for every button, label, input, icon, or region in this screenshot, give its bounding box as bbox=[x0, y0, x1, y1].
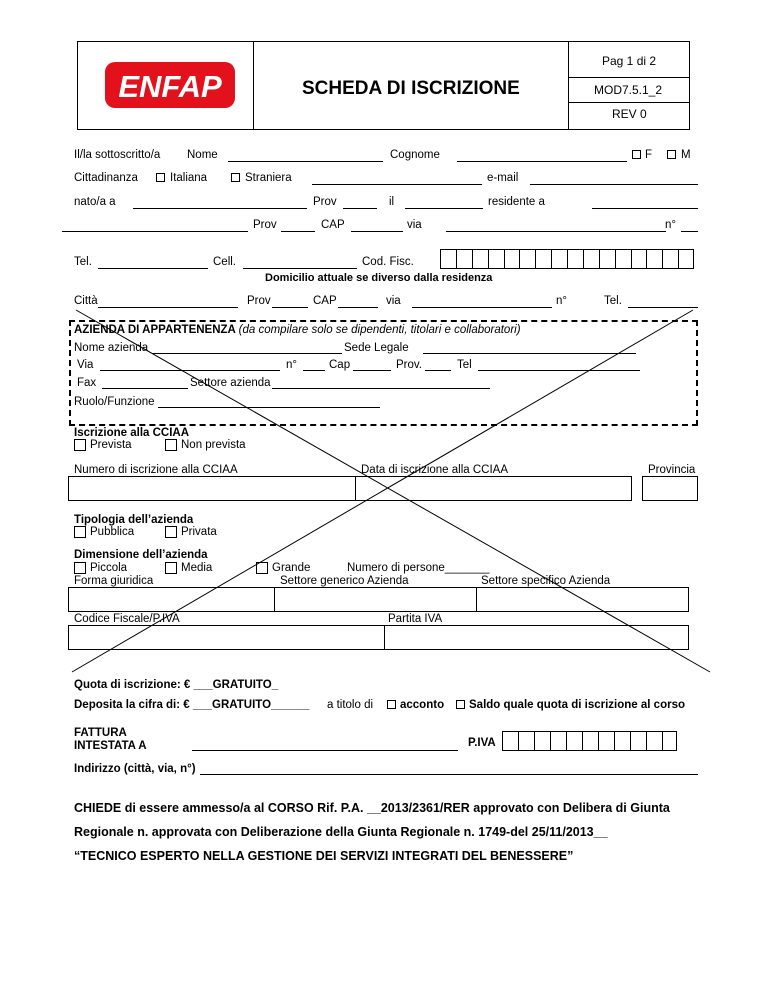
request-line-3: “TECNICO ESPERTO NELLA GESTIONE DEI SERVIZI INTEGRATI DEL BENESSERE” bbox=[74, 849, 574, 863]
cciaa-not-planned-label: Non prevista bbox=[181, 439, 246, 451]
cciaa-date-label: Data di iscrizione alla CCIAA bbox=[361, 464, 509, 476]
domicile-prov-label: Prov bbox=[247, 295, 271, 307]
name-label: Nome bbox=[187, 149, 218, 161]
company-via-label: Via bbox=[77, 359, 94, 371]
cciaa-title: Iscrizione alla CCIAA bbox=[74, 427, 190, 439]
italian-label: Italiana bbox=[170, 172, 208, 184]
legal-form-label: Forma giuridica bbox=[74, 575, 154, 587]
invoice-label-2: INTESTATA A bbox=[74, 740, 147, 752]
revision: REV 0 bbox=[612, 107, 647, 121]
public-label: Pubblica bbox=[90, 526, 135, 538]
invoice-vat-label: P.IVA bbox=[468, 737, 496, 749]
fee-label: Quota di iscrizione: € ___GRATUITO_ bbox=[74, 679, 279, 691]
balance-checkbox[interactable] bbox=[456, 700, 465, 709]
company-hq-label: Sede Legale bbox=[344, 342, 409, 354]
company-fax-label: Fax bbox=[77, 377, 97, 389]
tel-label: Tel. bbox=[74, 256, 92, 268]
company-sector-label: Settore azienda bbox=[190, 377, 271, 389]
deposit-label: Deposita la cifra di: € ___GRATUITO______ bbox=[74, 699, 310, 711]
company-size-title: Dimensione dell’azienda bbox=[74, 549, 208, 561]
tax-code-label: Cod. Fisc. bbox=[362, 256, 414, 268]
invoice-vat-cells[interactable] bbox=[502, 731, 677, 751]
balance-label: Saldo quale quota di iscrizione al corso bbox=[469, 699, 685, 711]
invoice-name-field[interactable] bbox=[192, 750, 458, 751]
company-name-label: Nome azienda bbox=[74, 342, 149, 354]
company-vat-label: Partita IVA bbox=[388, 613, 443, 625]
cciaa-number-label: Numero di iscrizione alla CCIAA bbox=[74, 464, 238, 476]
large-label: Grande bbox=[272, 562, 311, 574]
specific-sector-label: Settore specifico Azienda bbox=[481, 575, 611, 587]
form-code: MOD7.5.1_2 bbox=[594, 83, 663, 97]
birth-date-label: il bbox=[389, 196, 395, 208]
undersigned-label: Il/la sottoscritto/a bbox=[74, 149, 161, 161]
private-label: Privata bbox=[181, 526, 217, 538]
company-prov-label: Prov. bbox=[396, 359, 422, 371]
company-title: AZIENDA DI APPARTENENZA (da compilare solo se dipendenti, titolari e collaboratori) bbox=[74, 324, 521, 336]
gender-m-label: M bbox=[681, 149, 691, 161]
birth-prov-label: Prov bbox=[313, 196, 337, 208]
page-number: Pag 1 di 2 bbox=[602, 54, 657, 68]
company-fiscal-code-label: Codice Fiscale/P.IVA bbox=[74, 613, 180, 625]
cciaa-planned-label: Prevista bbox=[90, 439, 132, 451]
domicile-title: Domicilio attuale se diverso dalla residenza bbox=[265, 272, 493, 284]
company-role-label: Ruolo/Funzione bbox=[74, 396, 155, 408]
born-in-label: nato/a a bbox=[74, 196, 116, 208]
form-title: SCHEDA DI ISCRIZIONE bbox=[302, 78, 520, 99]
request-line-1: CHIEDE di essere ammesso/a al CORSO Rif. P.A. __2013/2361/RER approvato con Delibera di Giunta bbox=[74, 801, 670, 815]
advance-label: acconto bbox=[400, 699, 445, 711]
foreign-label: Straniera bbox=[245, 172, 292, 184]
domicile-via-label: via bbox=[386, 295, 401, 307]
resident-label: residente a bbox=[488, 196, 545, 208]
domicile-number-label: n° bbox=[556, 295, 567, 307]
residence-prov-label: Prov bbox=[253, 219, 277, 231]
request-line-2: Regionale n. approvata con Deliberazione della Giunta Regionale n. 1749-del 25/11/2013__ bbox=[74, 825, 608, 839]
residence-number-label: n° bbox=[665, 219, 676, 231]
company-tel-label: Tel bbox=[457, 359, 472, 371]
company-type-title: Tipologia dell’azienda bbox=[74, 514, 194, 526]
people-count[interactable]: Numero di persone_______ bbox=[347, 562, 490, 574]
surname-label: Cognome bbox=[390, 149, 440, 161]
cciaa-province-label: Provincia bbox=[648, 464, 696, 476]
city-label: Città bbox=[74, 295, 98, 307]
address-label: Indirizzo (città, via, n°) bbox=[74, 763, 196, 775]
domicile-tel-label: Tel. bbox=[604, 295, 622, 307]
advance-checkbox[interactable] bbox=[387, 700, 396, 709]
gender-f-label: F bbox=[645, 149, 653, 161]
generic-sector-label: Settore generico Azienda bbox=[280, 575, 409, 587]
company-number-label: n° bbox=[286, 359, 297, 371]
residence-via-label: via bbox=[407, 219, 422, 231]
svg-text:ENFAP: ENFAP bbox=[118, 69, 222, 104]
residence-cap-label: CAP bbox=[321, 219, 345, 231]
cell-label: Cell. bbox=[213, 256, 237, 268]
citizenship-label: Cittadinanza bbox=[74, 172, 138, 184]
invoice-label-1: FATTURA bbox=[74, 727, 127, 739]
small-label: Piccola bbox=[90, 562, 128, 574]
company-cap-label: Cap bbox=[329, 359, 351, 371]
medium-label: Media bbox=[181, 562, 213, 574]
email-label: e-mail bbox=[487, 172, 519, 184]
domicile-cap-label: CAP bbox=[313, 295, 337, 307]
as-label: a titolo di bbox=[327, 699, 374, 711]
address-field[interactable] bbox=[200, 774, 698, 775]
